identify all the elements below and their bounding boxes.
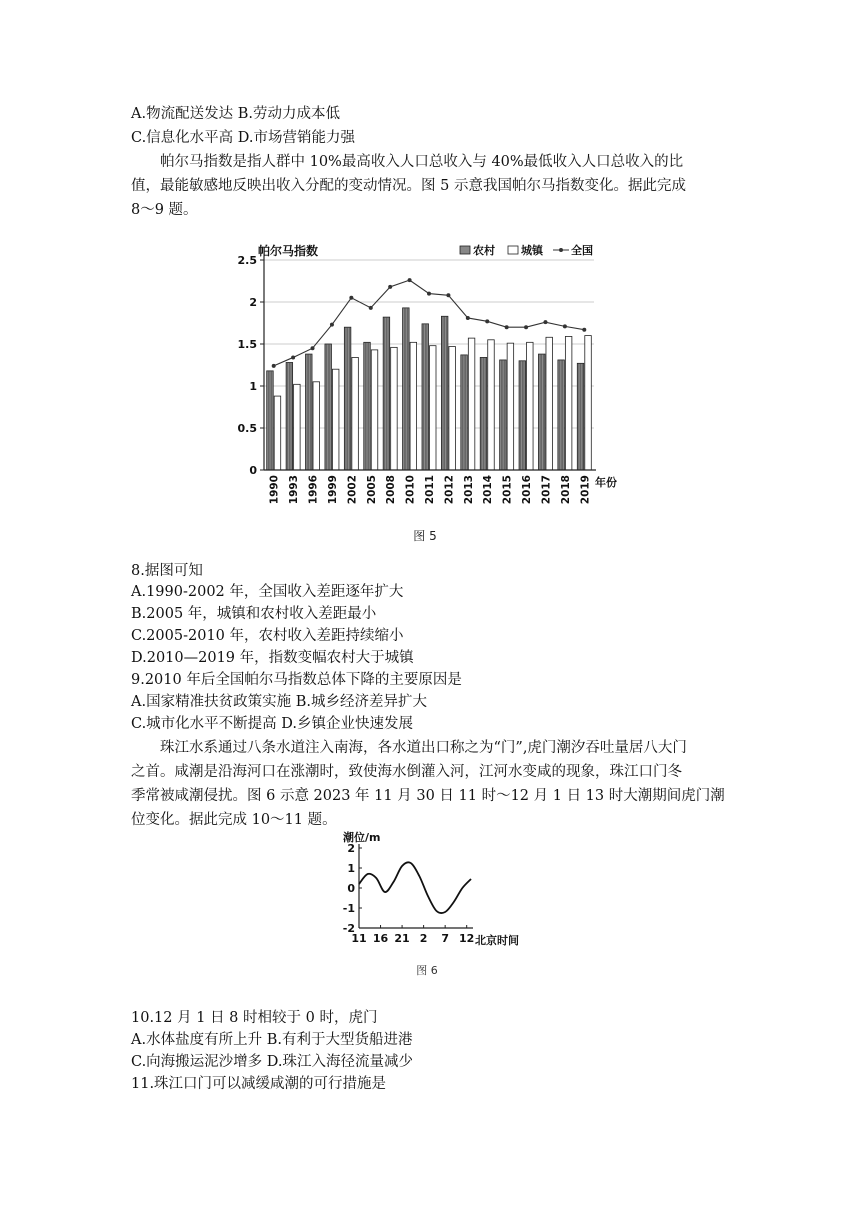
- figure-5-caption: 图 5: [413, 529, 437, 543]
- y-tick-label: 2.5: [237, 254, 257, 267]
- x-tick-label: 2008: [385, 475, 398, 505]
- q7-options-line-1: A.物流配送发达 B.劳动力成本低: [131, 106, 340, 122]
- q8-option-a: A.1990-2002 年，全国收入差距逐年扩大: [131, 584, 404, 600]
- x-axis-label: 北京时间: [475, 934, 519, 947]
- bar-urban: [527, 342, 534, 470]
- bar-urban: [449, 347, 456, 470]
- chart-bars: [267, 308, 592, 470]
- tide-level-chart: [335, 826, 535, 982]
- tide-curve: [359, 862, 471, 913]
- q9-stem: 9.2010 年后全国帕尔马指数总体下降的主要原因是: [131, 672, 462, 688]
- y-tick-label: 0: [249, 464, 257, 477]
- bar-urban: [274, 396, 281, 470]
- bar-urban: [371, 350, 378, 470]
- x-tick-label: 2016: [521, 475, 534, 505]
- y-tick-label: 0.5: [237, 422, 257, 435]
- legend-label-rural: 农村: [473, 244, 495, 257]
- bar-urban: [468, 338, 475, 470]
- y-tick-label: 1: [347, 862, 355, 875]
- x-tick-label: 2013: [462, 475, 475, 505]
- q8-option-b: B.2005 年，城镇和农村收入差距最小: [131, 606, 377, 622]
- passage2-line-4: 位变化。据此完成 10～11 题。: [131, 812, 337, 828]
- national-point: [330, 323, 334, 327]
- national-point: [311, 346, 315, 350]
- y-tick-label: -1: [342, 902, 355, 915]
- chart-legend: [460, 243, 593, 257]
- national-point: [369, 306, 373, 310]
- bar-urban: [294, 384, 301, 470]
- q10-options-line-2: C.向海搬运泥沙增多 D.珠江入海径流量减少: [131, 1054, 414, 1070]
- x-tick-label: 1996: [307, 475, 320, 505]
- figure-6-caption: 图 6: [416, 964, 438, 977]
- x-tick-label: 2012: [443, 475, 456, 505]
- legend-swatch-rural: [460, 246, 470, 254]
- national-point: [446, 293, 450, 297]
- x-tick-label: 2011: [424, 475, 436, 505]
- q8-option-c: C.2005-2010 年，农村收入差距持续缩小: [131, 628, 404, 644]
- q7-options-line-2: C.信息化水平高 D.市场营销能力强: [131, 130, 356, 146]
- x-tick-label: 21: [394, 932, 410, 945]
- q8-stem: 8.据图可知: [131, 563, 203, 579]
- palma-index-chart: [228, 236, 628, 546]
- passage2-line-2: 之首。咸潮是沿海河口在涨潮时，致使海水倒灌入河，江河水变咸的现象，珠江口门冬: [131, 764, 682, 780]
- passage2-line-3: 季常被咸潮侵扰。图 6 示意 2023 年 11 月 30 日 11 时～12 月 1 日 13 时大潮期间虎门潮: [131, 788, 725, 804]
- figure-5: [228, 236, 628, 546]
- q10-options-line-1: A.水体盐度有所上升 B.有利于大型货船进港: [131, 1032, 413, 1048]
- bar-urban: [391, 347, 398, 470]
- q9-options-line-2: C.城市化水平不断提高 D.乡镇企业快速发展: [131, 716, 414, 732]
- passage1-line-1: 帕尔马指数是指人群中 10%最高收入人口总收入与 40%最低收入人口总收入的比: [160, 154, 684, 170]
- passage1-line-3: 8～9 题。: [131, 202, 198, 218]
- chart-title: 帕尔马指数: [258, 244, 319, 258]
- national-point: [408, 278, 412, 282]
- national-point: [466, 316, 470, 320]
- legend-label-national: 全国: [571, 244, 593, 257]
- x-tick-label: 2002: [346, 475, 359, 505]
- national-point: [485, 319, 489, 323]
- y-tick-label: 0: [347, 882, 355, 895]
- x-tick-label: 2018: [559, 475, 572, 505]
- chart-y-ticks: [238, 254, 265, 477]
- passage1-line-2: 值，最能敏感地反映出收入分配的变动情况。图 5 示意我国帕尔马指数变化。据此完成: [131, 178, 686, 194]
- legend-label-urban: 城镇: [521, 244, 543, 257]
- national-point: [543, 320, 547, 324]
- national-point: [524, 325, 528, 329]
- x-tick-label: 1999: [326, 475, 339, 505]
- q9-options-line-1: A.国家精准扶贫政策实施 B.城乡经济差异扩大: [131, 694, 427, 710]
- q8-option-d: D.2010—2019 年，指数变幅农村大于城镇: [131, 650, 414, 666]
- x-tick-label: 2005: [365, 475, 378, 505]
- bar-urban: [565, 336, 572, 470]
- national-point: [505, 325, 509, 329]
- legend-marker-national: [559, 248, 563, 252]
- y-tick-label: 2: [249, 296, 257, 309]
- y-tick-label: 2: [347, 842, 355, 855]
- bar-urban: [410, 342, 417, 470]
- x-tick-label: 2015: [501, 475, 514, 505]
- x-axis-label: 年份: [595, 476, 617, 489]
- chart-x-ticks: [269, 475, 592, 504]
- y-tick-label: 1: [249, 380, 257, 393]
- national-point: [582, 328, 586, 332]
- bar-urban: [546, 337, 553, 470]
- bar-urban: [585, 336, 592, 470]
- q11-stem: 11.珠江口门可以减缓咸潮的可行措施是: [131, 1076, 387, 1092]
- x-tick-label: 16: [372, 932, 389, 945]
- x-tick-label: 1990: [268, 475, 281, 505]
- y-tick-label: 1.5: [237, 338, 257, 351]
- bar-urban: [332, 369, 339, 470]
- legend-swatch-urban: [508, 246, 518, 254]
- national-point: [349, 296, 353, 300]
- tide-chart-axes: [359, 844, 473, 928]
- national-point: [563, 324, 567, 328]
- x-tick-label: 1993: [288, 475, 301, 505]
- national-point: [291, 355, 295, 359]
- figure-6: [335, 826, 535, 982]
- national-point: [272, 364, 276, 368]
- x-tick-label: 2019: [579, 475, 592, 505]
- x-tick-label: 2: [419, 932, 428, 945]
- y-axis-label: 潮位/m: [343, 831, 381, 844]
- x-tick-label: 2010: [404, 475, 417, 505]
- bar-urban: [488, 340, 495, 470]
- x-tick-label: 11: [351, 932, 367, 945]
- national-point: [388, 285, 392, 289]
- q10-stem: 10.12 月 1 日 8 时相较于 0 时，虎门: [131, 1010, 378, 1026]
- x-tick-label: 2017: [540, 475, 553, 505]
- bar-urban: [507, 343, 514, 470]
- x-tick-label: 2014: [482, 475, 495, 505]
- bar-urban: [352, 357, 359, 470]
- national-point: [427, 292, 431, 296]
- x-tick-label: 7: [441, 932, 449, 945]
- y-tick-label: -2: [342, 922, 355, 935]
- bar-urban: [313, 382, 320, 470]
- passage2-line-1: 珠江水系通过八条水道注入南海，各水道出口称之为“门”,虎门潮汐吞吐量居八大门: [160, 740, 687, 756]
- bar-urban: [430, 346, 437, 470]
- x-tick-label: 12: [459, 932, 475, 945]
